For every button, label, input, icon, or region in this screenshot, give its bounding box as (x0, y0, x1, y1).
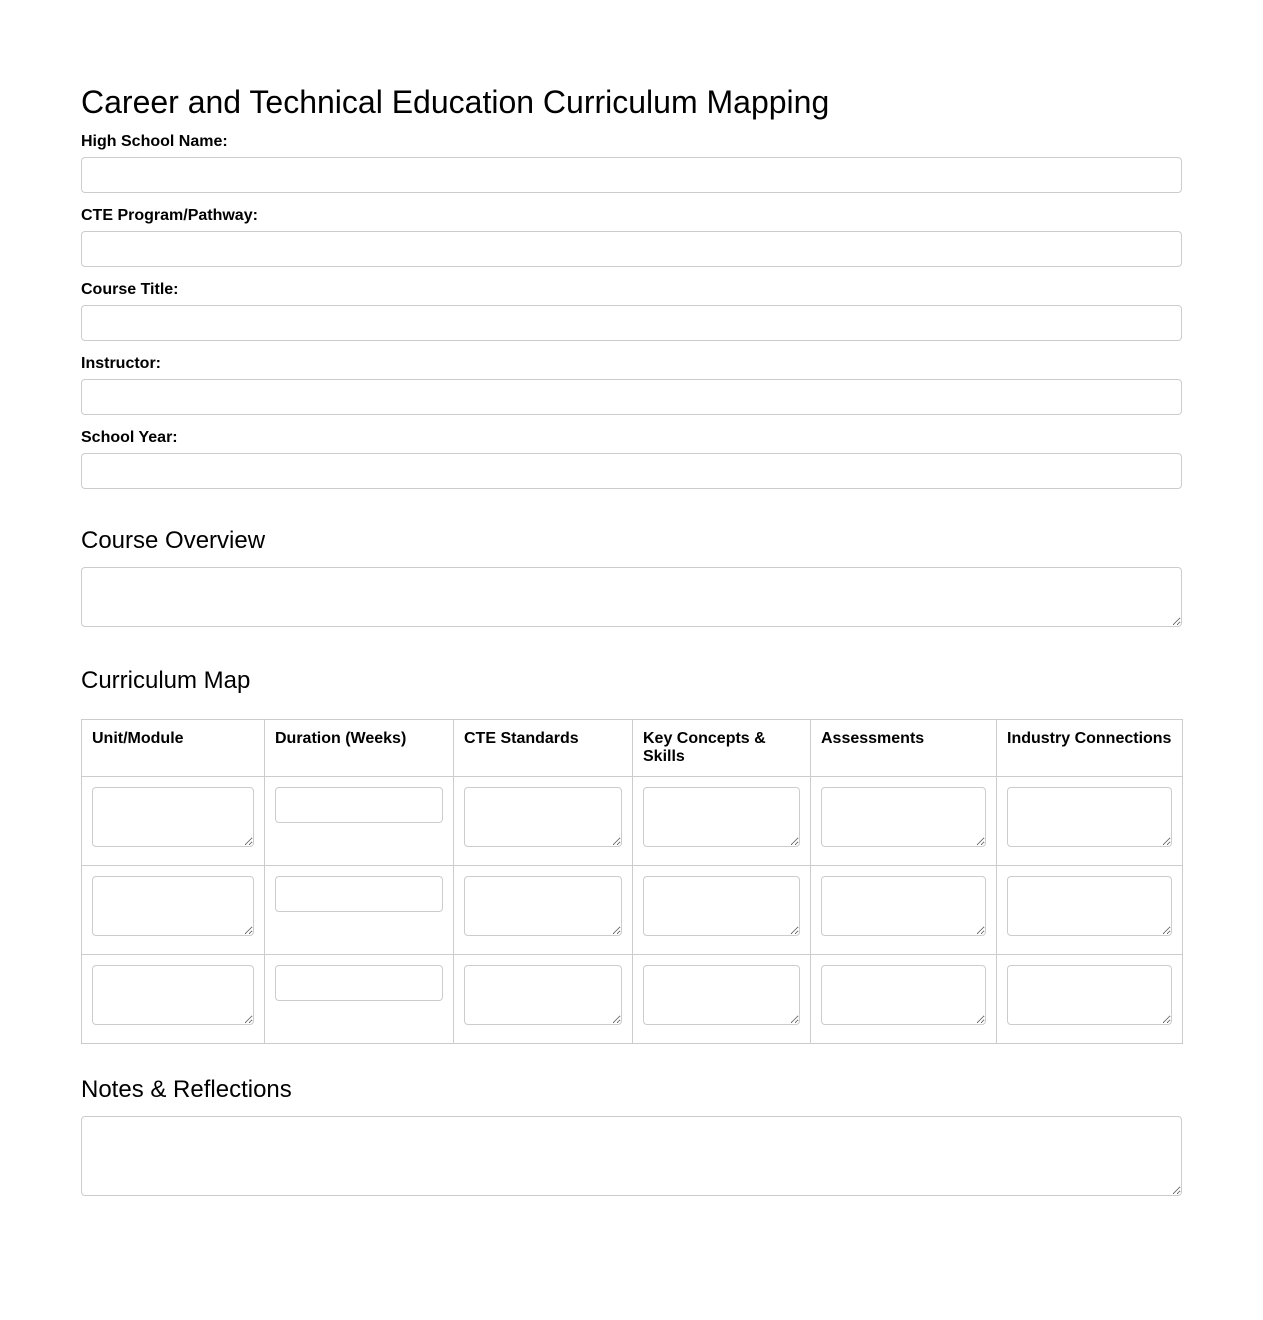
table-row (82, 777, 1183, 866)
column-header-assessments: Assessments (811, 720, 997, 777)
cte-program-label: CTE Program/Pathway: (81, 207, 258, 224)
cte-standards-textarea[interactable] (464, 965, 622, 1025)
assessments-textarea[interactable] (821, 876, 986, 936)
high-school-name-group (81, 133, 1182, 193)
instructor-group (81, 355, 1182, 415)
table-cell (811, 866, 997, 955)
industry-connections-textarea[interactable] (1007, 787, 1172, 847)
curriculum-map-heading: Curriculum Map (81, 667, 251, 694)
school-year-label: School Year: (81, 429, 178, 446)
table-cell (811, 955, 997, 1044)
assessments-textarea[interactable] (821, 965, 986, 1025)
notes-heading: Notes & Reflections (81, 1076, 292, 1103)
industry-connections-textarea[interactable] (1007, 965, 1172, 1025)
duration-input[interactable] (275, 787, 443, 823)
cte-program-group (81, 207, 1182, 267)
table-cell (811, 777, 997, 866)
duration-input[interactable] (275, 965, 443, 1001)
table-cell (265, 777, 454, 866)
curriculum-map-table (81, 719, 1183, 1044)
column-header-unit-module: Unit/Module (82, 720, 265, 777)
table-cell (454, 866, 633, 955)
table-cell (997, 866, 1183, 955)
table-row (82, 955, 1183, 1044)
table-cell (633, 777, 811, 866)
cte-standards-textarea[interactable] (464, 787, 622, 847)
table-cell (82, 777, 265, 866)
course-overview-textarea[interactable] (81, 567, 1182, 627)
assessments-textarea[interactable] (821, 787, 986, 847)
notes-textarea[interactable] (81, 1116, 1182, 1196)
table-cell (265, 955, 454, 1044)
unit-module-textarea[interactable] (92, 876, 254, 936)
table-cell (82, 866, 265, 955)
key-concepts-textarea[interactable] (643, 965, 800, 1025)
course-title-input[interactable] (81, 305, 1182, 341)
instructor-input[interactable] (81, 379, 1182, 415)
table-cell (997, 955, 1183, 1044)
industry-connections-textarea[interactable] (1007, 876, 1172, 936)
column-header-key-concepts: Key Concepts & Skills (633, 720, 811, 777)
school-year-group (81, 429, 1182, 489)
course-title-group (81, 281, 1182, 341)
column-header-duration: Duration (Weeks) (265, 720, 454, 777)
cte-program-input[interactable] (81, 231, 1182, 267)
column-header-industry-connections: Industry Connections (997, 720, 1183, 777)
table-cell (633, 955, 811, 1044)
table-row (82, 866, 1183, 955)
unit-module-textarea[interactable] (92, 787, 254, 847)
table-header-row (82, 720, 1183, 777)
duration-input[interactable] (275, 876, 443, 912)
table-cell (633, 866, 811, 955)
cte-standards-textarea[interactable] (464, 876, 622, 936)
column-header-cte-standards: CTE Standards (454, 720, 633, 777)
key-concepts-textarea[interactable] (643, 876, 800, 936)
course-title-label: Course Title: (81, 281, 179, 298)
table-cell (454, 955, 633, 1044)
page-title: Career and Technical Education Curriculum Mapping (81, 84, 830, 120)
table-cell (82, 955, 265, 1044)
key-concepts-textarea[interactable] (643, 787, 800, 847)
table-cell (265, 866, 454, 955)
instructor-label: Instructor: (81, 355, 161, 372)
unit-module-textarea[interactable] (92, 965, 254, 1025)
school-year-input[interactable] (81, 453, 1182, 489)
high-school-name-label: High School Name: (81, 133, 228, 150)
course-overview-heading: Course Overview (81, 527, 266, 554)
high-school-name-input[interactable] (81, 157, 1182, 193)
table-cell (454, 777, 633, 866)
table-cell (997, 777, 1183, 866)
